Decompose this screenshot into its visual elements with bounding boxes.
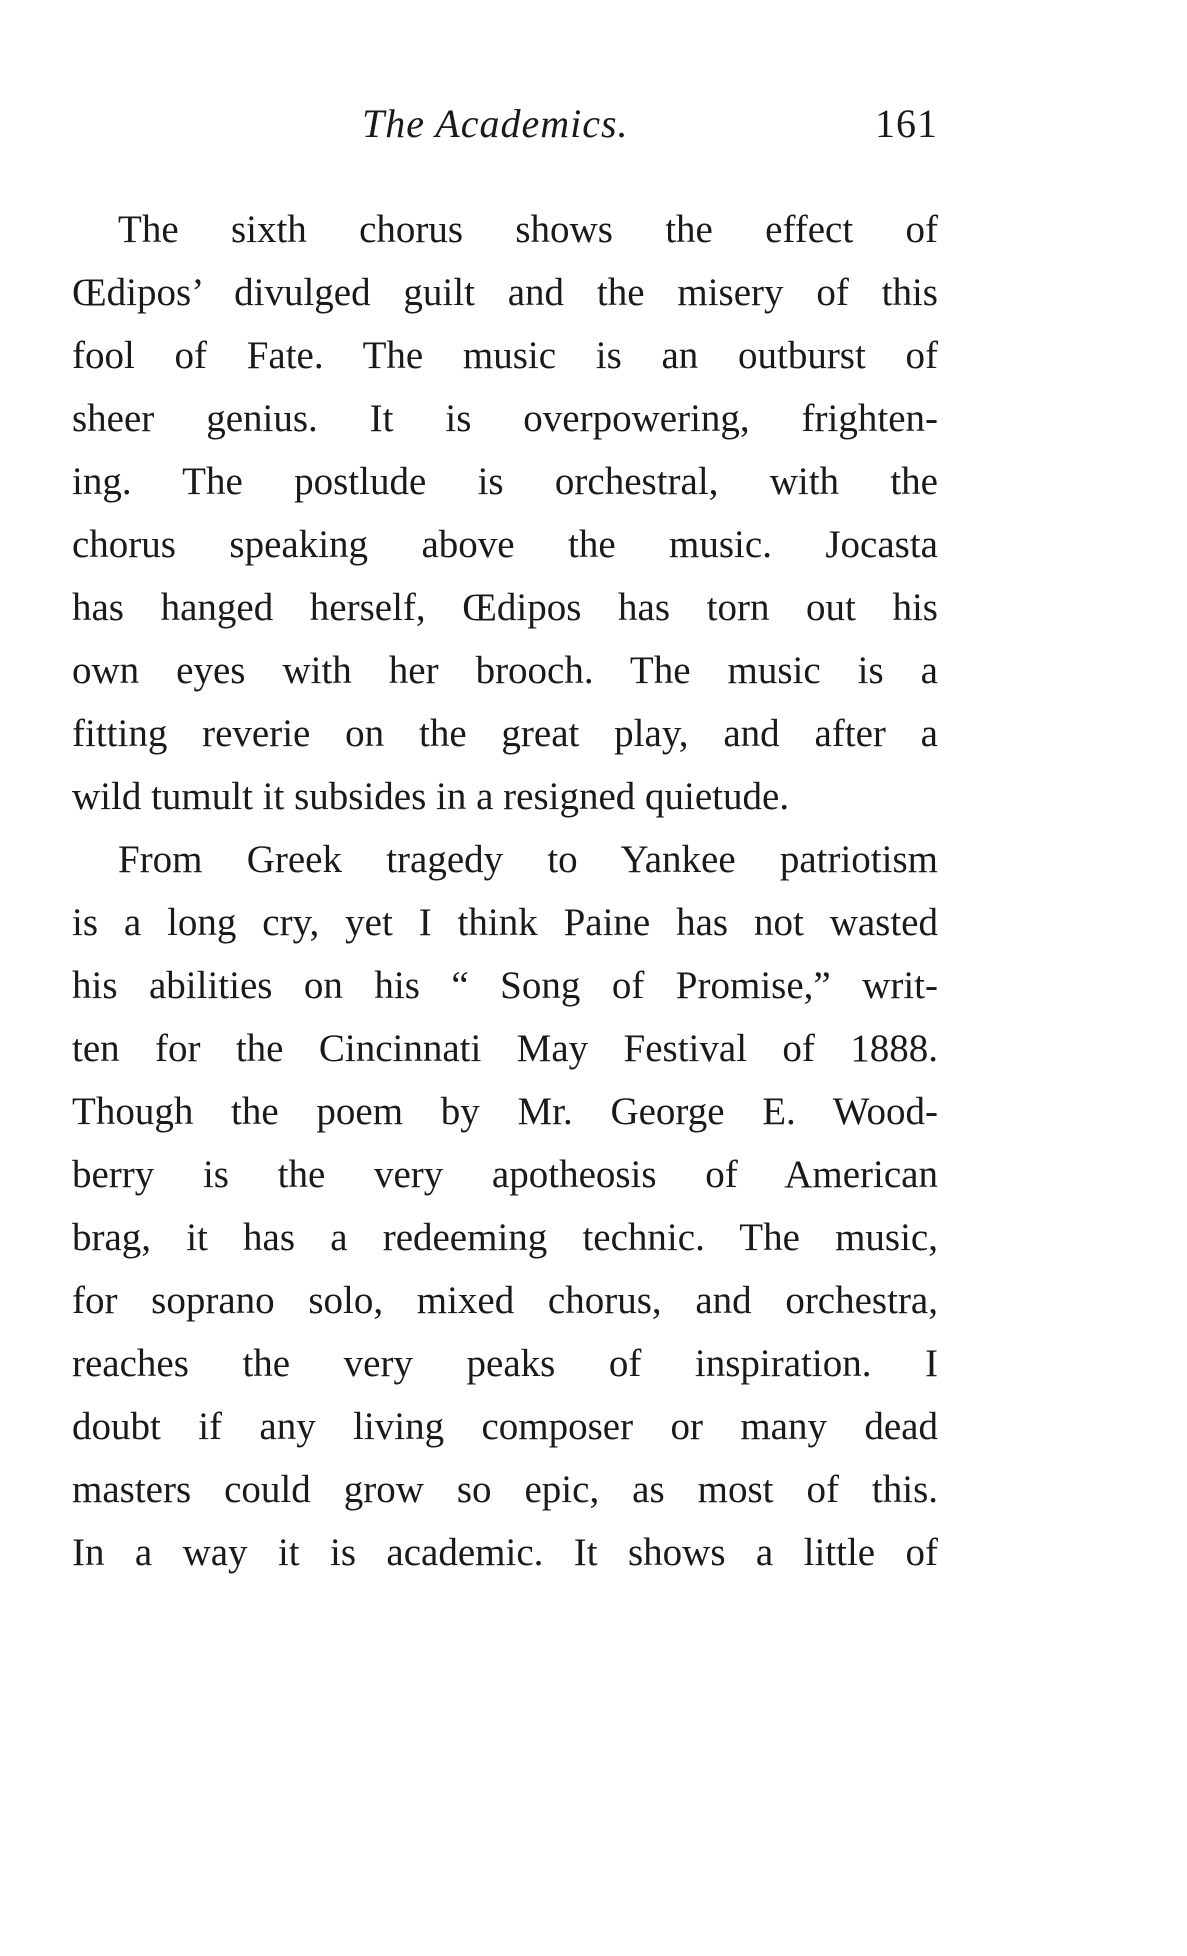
text-line: ten for the Cincinnati May Festival of 1888. — [72, 1027, 938, 1070]
text-line: fitting reverie on the great play, and after a — [72, 712, 938, 755]
text-line: berry is the very apotheosis of American — [72, 1153, 938, 1196]
text-line: The sixth chorus shows the effect of — [118, 208, 938, 251]
page-number: 161 — [875, 101, 938, 146]
text-line: fool of Fate. The music is an outburst of — [72, 334, 938, 377]
text-line: own eyes with her brooch. The music is a — [72, 649, 938, 692]
text-line: has hanged herself, Œdipos has torn out his — [72, 586, 938, 629]
text-line: masters could grow so epic, as most of this. — [72, 1468, 938, 1511]
text-line: for soprano solo, mixed chorus, and orchestra, — [72, 1279, 938, 1322]
running-title: The Academics. — [362, 101, 629, 146]
text-line: In a way it is academic. It shows a little of — [72, 1531, 938, 1574]
text-line: sheer genius. It is overpowering, frighten- — [72, 397, 938, 440]
text-line: reaches the very peaks of inspiration. I — [72, 1342, 938, 1385]
text-line: From Greek tragedy to Yankee patriotism — [118, 838, 938, 881]
text-line: is a long cry, yet I think Paine has not wasted — [72, 901, 938, 944]
text-line: brag, it has a redeeming technic. The music, — [72, 1216, 938, 1259]
paragraph-1 — [72, 198, 938, 828]
text-line: his abilities on his “ Song of Promise,” writ- — [72, 964, 938, 1007]
page-header — [72, 100, 938, 160]
text-line: ing. The postlude is orchestral, with the — [72, 460, 938, 503]
text-line: Though the poem by Mr. George E. Wood- — [72, 1090, 938, 1133]
paragraph-2 — [72, 828, 938, 1584]
text-line: doubt if any living composer or many dead — [72, 1405, 938, 1448]
body-text — [72, 198, 938, 1584]
text-line: Œdipos’ divulged guilt and the misery of this — [72, 271, 938, 314]
text-line: chorus speaking above the music. Jocasta — [72, 523, 938, 566]
text-line: wild tumult it subsides in a resigned quietude. — [72, 775, 790, 818]
